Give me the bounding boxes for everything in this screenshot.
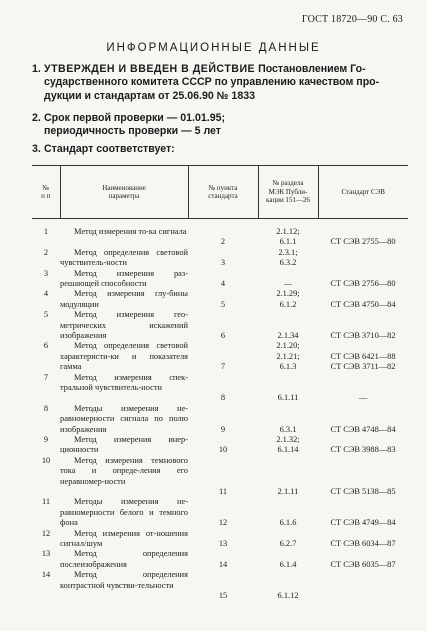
parameter-name: Методы измерения не-равномерности белого и темного фона — [60, 497, 188, 528]
table-row — [32, 341, 408, 372]
clause-number: 6 — [220, 331, 226, 340]
table-header-row — [32, 166, 408, 219]
sev-standard: СТ СЭВ 6034—87 — [330, 539, 396, 549]
table-row — [32, 404, 408, 435]
sev-standard: СТ СЭВ 4748—84 — [330, 424, 396, 434]
sev-standard: СТ СЭВ 6035—87 — [330, 559, 396, 569]
clause-number: 15 — [218, 591, 228, 601]
iec-section: 2.1.34 — [277, 331, 299, 340]
sev-standard: — — [358, 393, 368, 403]
clause-number: 5 — [220, 299, 226, 309]
table-row — [32, 310, 408, 341]
sev-standard: СТ СЭВ 2756—80 — [330, 278, 396, 288]
row-number: 8 — [43, 403, 49, 413]
section-text: периодичность проверки — 5 лет — [44, 125, 221, 138]
parameter-name: Метод измерения темнового тока и опреде-ления его неравномер-ности — [60, 455, 188, 486]
iec-section: 6.1.11 — [277, 393, 299, 403]
sev-standard: СТ СЭВ 4750—84 — [330, 299, 396, 309]
document-title: ИНФОРМАЦИОННЫЕ ДАННЫЕ — [106, 42, 321, 54]
iec-section: 2.1.29; 6.1.2 — [276, 289, 300, 309]
iec-section: 2.1.20; 2.1.21; 6.1.3 — [276, 341, 300, 372]
clause-number: 12 — [218, 518, 228, 528]
sev-standard: СТ СЭВ 3710—82 — [330, 331, 396, 340]
iec-section: 6.3.1 — [279, 424, 297, 434]
header-number: № п п — [32, 166, 60, 219]
parameter-name: Метод определения световой характеристи-ки и показателя гамма — [60, 341, 188, 372]
row-number: 6 — [43, 341, 49, 351]
section-heading: УТВЕРЖДЕН И ВВЕДЕН В ДЕЙСТВИЕ — [44, 63, 256, 75]
sev-standard: СТ СЭВ 5138—85 — [330, 487, 396, 497]
iec-section: 6.1.6 — [279, 518, 297, 528]
iec-section: 2.3.1; 6.3.2 — [278, 247, 298, 268]
parameter-name: Метод измерения глу-бины модуляции — [60, 289, 188, 309]
iec-section: — — [283, 278, 293, 288]
parameter-name: Метод измерения гео-метрических искажений изображения — [60, 310, 188, 341]
row-number: 10 — [41, 455, 51, 465]
parameter-name: Метод измерения раз-решающей способности — [60, 268, 188, 288]
table-row — [32, 289, 408, 310]
table-row — [32, 435, 408, 456]
section-number: 2. — [32, 112, 41, 124]
table-row — [32, 248, 408, 269]
sev-standard: СТ СЭВ 6421—88 СТ СЭВ 3711—82 — [330, 351, 396, 372]
iec-section: 6.1.4 — [279, 559, 297, 569]
row-number: 1 — [43, 227, 49, 236]
header-sev-standard: Стандарт СЭВ — [318, 166, 408, 219]
section-text: Срок первой проверки — 01.01.95; — [44, 112, 226, 124]
clause-number: 9 — [220, 424, 226, 434]
row-number: 9 — [43, 435, 49, 445]
table-row — [32, 373, 408, 404]
header-parameter: Наименование параметра — [60, 166, 188, 219]
table-row — [32, 456, 408, 498]
clause-number: 14 — [218, 559, 228, 569]
clause-number: 2 — [220, 237, 226, 247]
row-number: 14 — [41, 570, 51, 580]
parameter-name: Метод измерения спек-тральной чувствитель-ности — [60, 372, 188, 393]
iec-section: 2.1.12; 6.1.1 — [276, 227, 300, 247]
parameter-name: Метод определения световой чувствитель-ности — [60, 247, 188, 268]
section-text: сударственного комитета СССР по управлению качеством про- — [44, 76, 380, 89]
clause-number: 11 — [218, 487, 228, 497]
row-number: 3 — [43, 268, 49, 278]
parameter-name: Метод измерения от-ношения сигнал/шум — [60, 528, 188, 549]
sev-standard — [318, 570, 408, 601]
page-header: ГОСТ 18720—90 С. 63 — [301, 14, 403, 25]
table-row — [32, 219, 408, 248]
sev-standard: СТ СЭВ 2755—80 — [330, 237, 396, 247]
table-row — [32, 570, 408, 601]
sev-standard: СТ СЭВ 3988—83 — [330, 445, 396, 455]
standards-table — [32, 165, 408, 601]
parameter-name: Метод определения послеизображения — [60, 549, 188, 569]
table-row — [32, 529, 408, 550]
row-number: 4 — [43, 289, 49, 299]
table-row — [32, 269, 408, 290]
clause-number: 8 — [220, 393, 226, 403]
row-number: 12 — [41, 528, 51, 538]
section-number: 3. — [32, 143, 41, 155]
sev-standard — [318, 248, 408, 269]
section-text: Стандарт соответствует: — [44, 143, 175, 155]
row-number: 11 — [41, 497, 51, 507]
iec-section: 6.2.7 — [279, 539, 297, 549]
row-number: 2 — [43, 247, 49, 257]
parameter-name: Метод определения контрастной чувстви-тельности — [60, 570, 188, 590]
parameter-name: Метод измерения то-ка сигнала — [74, 227, 187, 236]
clause-number: 13 — [218, 539, 228, 549]
iec-section: 6.1.12 — [277, 591, 299, 601]
iec-section: 2.1.32; 6.1.14 — [276, 435, 300, 455]
section-text: дукции и стандартам от 25.06.90 № 1833 — [44, 89, 256, 102]
section-number: 1. — [32, 63, 41, 75]
clause-number: 3 — [220, 258, 226, 268]
table-row — [32, 497, 408, 528]
clause-number: 7 — [220, 362, 226, 372]
sev-standard: СТ СЭВ 4749—84 — [330, 518, 396, 528]
parameter-name: Методы измерения не-равномерности сигнала по полю изображения — [60, 403, 188, 434]
row-number: 5 — [43, 310, 49, 320]
table-row — [32, 549, 408, 570]
header-iec-section: № раздела МЭК Публи- кации 151—26 — [258, 166, 318, 219]
row-number: 13 — [41, 549, 51, 559]
section-approval — [32, 63, 408, 103]
header-clause: № пункта стандарта — [188, 166, 258, 219]
section-review — [32, 112, 408, 139]
parameter-name: Метод измерения инер-ционности — [60, 435, 188, 455]
clause-number: 4 — [220, 278, 226, 288]
section-text: Постановлением Го- — [255, 63, 366, 75]
section-conformity — [32, 143, 408, 156]
iec-section: 2.1.11 — [277, 487, 299, 497]
clause-number: 10 — [218, 445, 228, 455]
row-number: 7 — [43, 372, 49, 382]
